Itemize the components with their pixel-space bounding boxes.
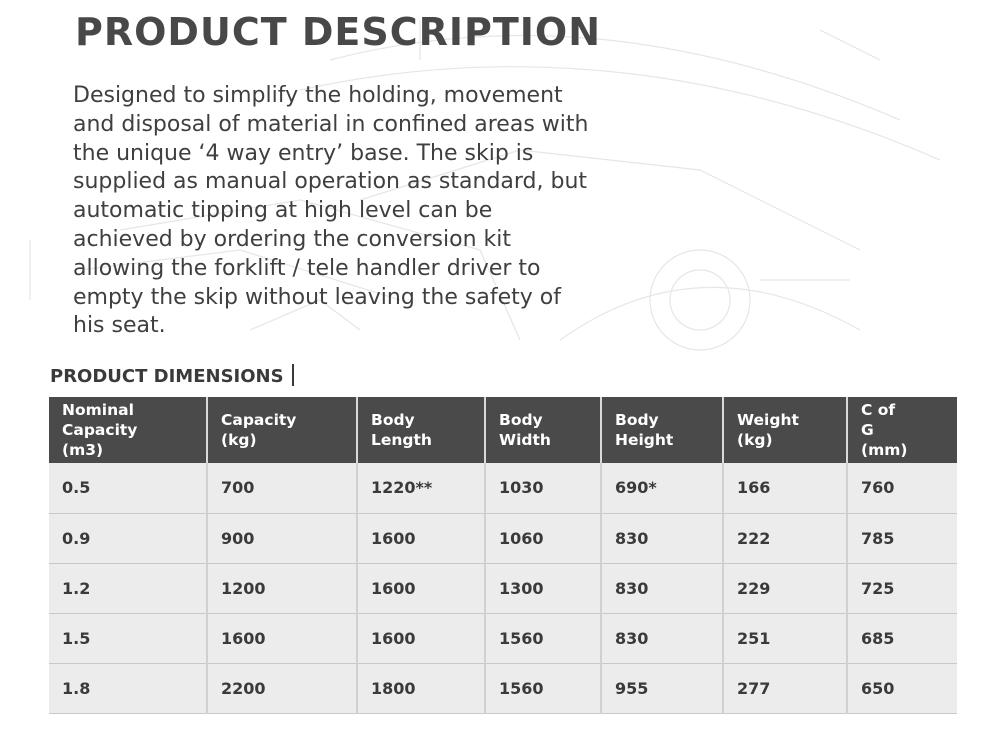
table-header-row xyxy=(49,397,957,463)
table-row xyxy=(49,563,957,613)
table-cell: 1200 xyxy=(207,563,357,613)
table-cell: 1.8 xyxy=(49,663,207,713)
column-header: Body Height xyxy=(601,397,723,463)
table-cell: 1800 xyxy=(357,663,485,713)
table-cell: 785 xyxy=(847,513,957,563)
column-header: Body Width xyxy=(485,397,601,463)
column-header: Capacity (kg) xyxy=(207,397,357,463)
column-header: C of G (mm) xyxy=(847,397,957,463)
table-cell: 1060 xyxy=(485,513,601,563)
table-cell: 830 xyxy=(601,613,723,663)
table-cell: 1600 xyxy=(357,513,485,563)
table-cell: 1030 xyxy=(485,463,601,513)
table-row xyxy=(49,513,957,563)
table-cell: 277 xyxy=(723,663,847,713)
table-cell: 900 xyxy=(207,513,357,563)
table-cell: 1560 xyxy=(485,663,601,713)
page-title: PRODUCT DESCRIPTION xyxy=(75,10,602,54)
table-cell: 700 xyxy=(207,463,357,513)
table-cell: 1600 xyxy=(207,613,357,663)
table-row xyxy=(49,613,957,663)
table-cell: 760 xyxy=(847,463,957,513)
column-header: Body Length xyxy=(357,397,485,463)
text-cursor xyxy=(292,364,294,386)
table-cell: 1600 xyxy=(357,563,485,613)
table-row xyxy=(49,463,957,513)
table-cell: 955 xyxy=(601,663,723,713)
dimensions-heading xyxy=(50,364,294,387)
table-cell: 166 xyxy=(723,463,847,513)
table-cell: 222 xyxy=(723,513,847,563)
table-cell: 2200 xyxy=(207,663,357,713)
table-cell: 251 xyxy=(723,613,847,663)
table-cell: 229 xyxy=(723,563,847,613)
table-cell: 690* xyxy=(601,463,723,513)
table-cell: 1.2 xyxy=(49,563,207,613)
column-header: Nominal Capacity (m3) xyxy=(49,397,207,463)
table-cell: 650 xyxy=(847,663,957,713)
table-cell: 1300 xyxy=(485,563,601,613)
table-cell: 0.9 xyxy=(49,513,207,563)
table-cell: 1600 xyxy=(357,613,485,663)
table-cell: 1220** xyxy=(357,463,485,513)
dimensions-heading-text: PRODUCT DIMENSIONS xyxy=(50,366,284,387)
table-cell: 725 xyxy=(847,563,957,613)
table-cell: 1.5 xyxy=(49,613,207,663)
table-body xyxy=(49,463,957,713)
table-cell: 685 xyxy=(847,613,957,663)
product-description: Designed to simplify the holding, movement and disposal of material in confined areas with the unique ‘4 way entry’ base. The skip is supplied as manual operation as standard, but automatic tipping at high level can be achieved by ordering the conversion kit allowing the forklift / tele handler driver to empty the skip without leaving the safety of his seat. xyxy=(73,83,589,339)
dimensions-table xyxy=(49,397,957,714)
table-cell: 1560 xyxy=(485,613,601,663)
table-cell: 830 xyxy=(601,513,723,563)
table-row xyxy=(49,663,957,713)
table-cell: 0.5 xyxy=(49,463,207,513)
table-cell: 830 xyxy=(601,563,723,613)
column-header: Weight (kg) xyxy=(723,397,847,463)
